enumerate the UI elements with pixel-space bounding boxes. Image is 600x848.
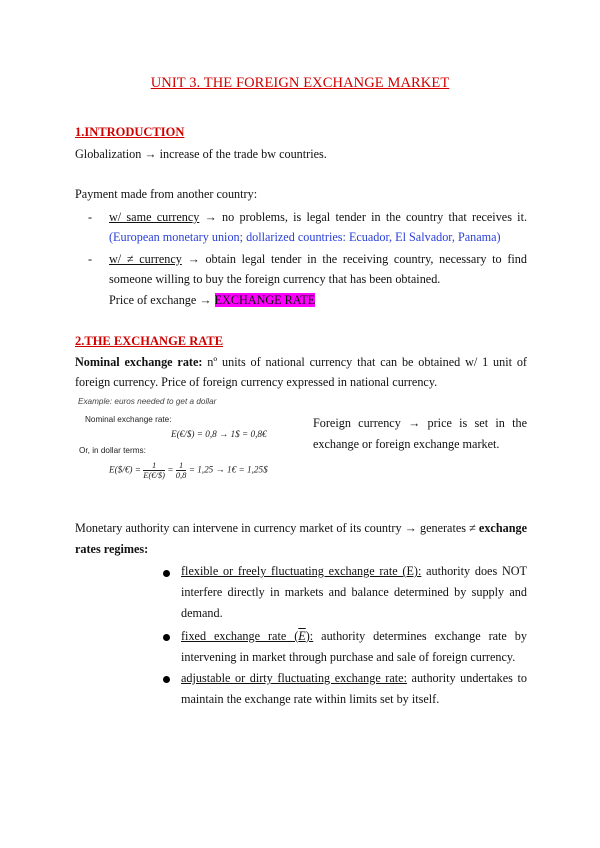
bullet-icon xyxy=(163,634,170,641)
flexible-term: flexible or freely fluctuating exchange rate (E): xyxy=(181,564,422,578)
bullet-icon xyxy=(163,570,170,577)
payment-text: Payment made from another country: xyxy=(75,187,258,201)
dirty-term: adjustable or dirty fluctuating exchange rate: xyxy=(181,671,407,685)
globalization-text: Globalization → increase of the trade bw countries. xyxy=(75,147,327,161)
figure-dollar-label: Or, in dollar terms: xyxy=(79,446,146,455)
figure-example-caption: Example: euros needed to get a dollar xyxy=(78,397,217,406)
dash-marker: - xyxy=(88,252,93,266)
fraction-value xyxy=(176,461,187,480)
authority-plain: Monetary authority can intervene in currency market of its country → generates ≠ xyxy=(75,521,479,535)
introduction-heading: 1.INTRODUCTION xyxy=(75,125,185,139)
fixed-term-prefix: fixed exchange rate ( xyxy=(181,629,299,643)
exchange-rate-highlight: EXCHANGE RATE xyxy=(214,293,316,307)
different-currency-line2: someone willing to buy the foreign currency that has been obtained. xyxy=(109,272,441,286)
flexible-regime xyxy=(181,564,527,579)
nominal-definition xyxy=(75,355,527,370)
dirty-regime xyxy=(181,671,527,686)
monetary-authority-text xyxy=(75,521,527,536)
fixed-term-suffix: ): xyxy=(305,629,314,643)
flexible-desc: authority does NOT xyxy=(421,564,527,578)
same-currency-note: (European monetary union; dollarized countries: Ecuador, El Salvador, Panama) xyxy=(109,230,501,244)
figure-formula-dollar xyxy=(109,461,268,480)
nominal-term: Nominal exchange rate: xyxy=(75,355,203,369)
different-currency-desc: → obtain legal tender in the receiving country, necessary to find xyxy=(181,252,527,266)
rates-regimes-label xyxy=(75,542,148,557)
fixed-desc: authority determines exchange rate by xyxy=(313,629,527,643)
page-title: UNIT 3. THE FOREIGN EXCHANGE MARKET xyxy=(150,75,450,91)
rates-regimes-bold: rates regimes: xyxy=(75,542,149,556)
same-currency-item xyxy=(109,210,527,225)
nominal-desc: nº units of national currency that can be obtained w/ 1 unit of xyxy=(202,355,527,369)
formula-equals: = xyxy=(167,464,174,475)
dash-marker: - xyxy=(88,210,93,224)
exchange-rate-example-figure xyxy=(75,396,303,492)
authority-bold: exchange xyxy=(478,521,527,535)
fraction-denominator: E(€/$) xyxy=(143,470,165,480)
different-currency-term: w/ ≠ currency xyxy=(109,252,182,266)
price-of-exchange xyxy=(109,293,315,308)
nominal-definition-line2: foreign currency. Price of foreign currency expressed in national currency. xyxy=(75,375,438,389)
same-currency-term: w/ same currency xyxy=(109,210,200,224)
exchange-rate-heading: 2.THE EXCHANGE RATE xyxy=(75,334,224,348)
different-currency-item xyxy=(109,252,527,267)
same-currency-desc: → no problems, is legal tender in the country that receives it. xyxy=(199,210,528,224)
price-prefix: Price of exchange → xyxy=(109,293,215,307)
fixed-term xyxy=(181,629,313,643)
foreign-currency-text-line2: exchange or foreign exchange market. xyxy=(313,437,500,451)
dirty-desc: authority undertakes to xyxy=(406,671,527,685)
fixed-regime xyxy=(181,629,527,644)
bullet-icon xyxy=(163,676,170,683)
foreign-currency-text: Foreign currency → price is set in the xyxy=(313,416,527,430)
formula-rhs: = 1,25 → 1€ = 1,25$ xyxy=(188,464,268,475)
figure-formula-euro: E(€/$) = 0,8 → 1$ = 0,8€ xyxy=(171,429,267,439)
fraction-inverse xyxy=(143,461,165,480)
fixed-term-symbol: E xyxy=(298,629,306,643)
fraction-numerator: 1 xyxy=(176,461,187,471)
fixed-regime-line2: intervening in market through purchase and sale of foreign currency. xyxy=(181,650,516,664)
figure-nominal-label: Nominal exchange rate: xyxy=(85,415,172,424)
fraction-denominator: 0,8 xyxy=(175,470,187,480)
dirty-regime-line2: maintain the exchange rate within limits set by itself. xyxy=(181,692,440,706)
flexible-regime-line3: demand. xyxy=(181,606,223,620)
fraction-numerator: 1 xyxy=(143,461,165,471)
formula-lhs: E($/€) = xyxy=(109,464,141,475)
flexible-regime-line2: interfere directly in markets and balance determined by supply and xyxy=(181,585,527,599)
